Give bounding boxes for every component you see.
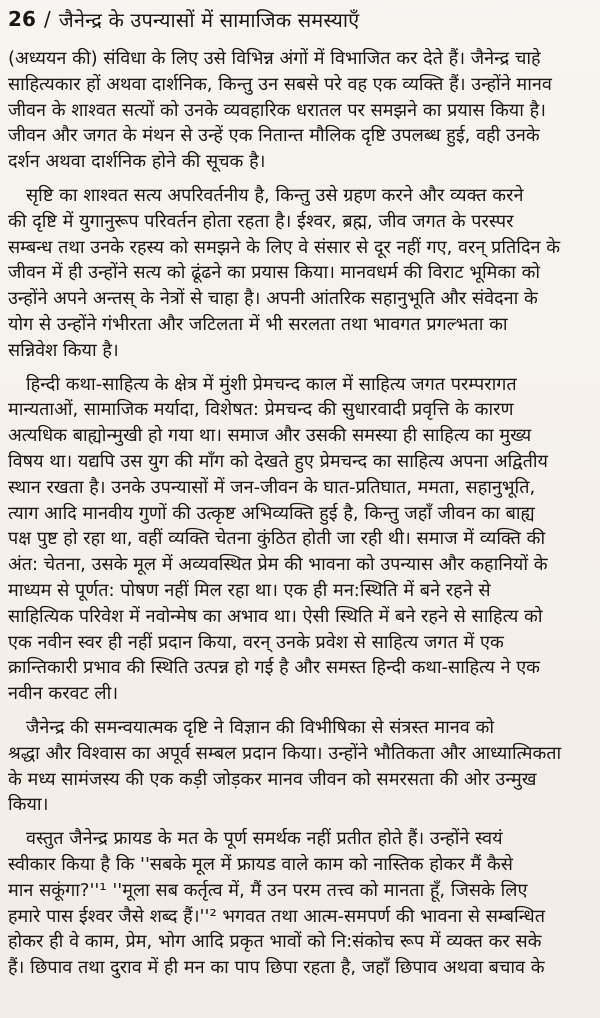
text-line: (अध्ययन की) संविधा के लिए उसे विभिन्न अंगों में विभाजित कर देते हैं। जैनेन्द्र चाहे	[8, 48, 541, 69]
page-number: 26	[8, 7, 37, 31]
text-line: मान सकूंगा?''¹ ''मूला सब कर्तृत्व में, मैं उन परम तत्त्व को मानता हूँ, जिसके लिए	[8, 879, 528, 901]
text-line: क्रान्तिकारी प्रभाव की स्थिति उत्पन्न हो गई है और समस्त हिन्दी कथा-साहित्य ने एक	[8, 657, 540, 679]
text-line: सन्निवेश किया है।	[8, 339, 119, 361]
text-line: स्वीकार किया है कि ''सबके मूल में फ्रायड वाले काम को नास्तिक होकर मैं कैसे	[8, 853, 513, 875]
text-line: साहित्यिक परिवेश में नवोन्मेष का अभाव था। ऐसी स्थिति में बने रहने से साहित्य को	[8, 605, 543, 627]
text-line: जीवन के शाश्वत सत्यों को उनके व्यवहारिक धरातल पर समझने का प्रयास किया है।	[8, 99, 547, 121]
text-line: स्थान रखता है। उनके उपन्यासों में जन-जीवन के घात-प्रतिघात, ममता, सहानुभूति,	[8, 476, 536, 498]
paragraph-2	[8, 183, 594, 364]
header-separator: /	[44, 7, 51, 31]
text-line: जीवन और जगत के मंथन से उन्हें एक नितान्त मौलिक दृष्टि उपलब्ध हुई, वही उनके	[8, 125, 540, 147]
text-line: श्रद्धा और विश्वास का अपूर्व सम्बल प्रदान किया। उन्होंने भौतिकता और आध्यात्मिकता	[8, 742, 562, 764]
text-line: के मध्य सामंजस्य की एक कड़ी जोड़कर मानव जीवन को समरसता की ओर उन्मुख	[8, 768, 537, 790]
text-line: अत्यधिक बाह्योन्मुखी हो गया था। समाज और उसकी समस्या ही साहित्य का मुख्य	[8, 425, 532, 447]
text-line: जैनेन्द्र की समन्वयात्मक दृष्टि ने विज्ञान की विभीषिका से संत्रस्त मानव को	[26, 716, 495, 738]
text-line: दर्शन अथवा दार्शनिक होने की सूचक है।	[8, 151, 266, 173]
text-line: सृष्टि का शाश्वत सत्य अपरिवर्तनीय है, किन्तु उसे ग्रहण करने और व्यक्त करने	[26, 184, 524, 206]
text-line: हिन्दी कथा-साहित्य के क्षेत्र में मुंशी प्रेमचन्द काल में साहित्य जगत परम्परागत	[26, 373, 517, 395]
text-line: जीवन में ही उन्होंने सत्य को ढूंढने का प्रयास किया। मानवधर्म की विराट भूमिका को	[8, 262, 541, 284]
text-line: मान्यताओं, सामाजिक मर्यादा, विशेषत: प्रेमचन्द की सुधारवादी प्रवृत्ति के कारण	[8, 399, 514, 421]
text-line: विषय था। यद्यपि उस युग की माँग को देखते हुए प्रेमचन्द का साहित्य अपना अद्वितीय	[8, 450, 548, 472]
text-line: नवीन करवट ली।	[8, 683, 119, 705]
text-line: उन्होंने अपने अन्तस् के नेत्रों से चाहा है। अपनी आंतरिक सहानुभूति और संवेदना के	[8, 288, 538, 310]
paragraph-3	[8, 372, 594, 707]
text-line: वस्तुत जैनेन्द्र फ्रायड के मत के पूर्ण समर्थक नहीं प्रतीत होते हैं। उन्होंने स्वयं	[26, 828, 503, 850]
text-line: होकर ही वे काम, प्रेम, भोग आदि प्रकृत भावों को नि:संकोच रूप में व्यक्त कर सके	[8, 931, 542, 953]
text-line: हमारे पास ईश्वर जैसे शब्द हैं।''² भगवत तथा आत्म-समपर्ण की भावना से सम्बन्धित	[8, 905, 545, 927]
text-line: एक नवीन स्वर ही नहीं प्रदान किया, वरन् उनके प्रवेश से साहित्य जगत में एक	[8, 631, 504, 653]
paragraph-4	[8, 715, 594, 818]
text-line: सम्बन्ध तथा उनके रहस्य को समझने के लिए वे संसार से दूर नहीं गए, वरन् प्रतिदिन के	[8, 236, 561, 258]
paragraph-1	[8, 46, 594, 175]
text-line: हैं। छिपाव तथा दुराव में ही मन का पाप छिपा रहता है, जहाँ छिपाव अथवा बचाव के	[8, 957, 545, 979]
page-title: जैनेन्द्र के उपन्यासों में सामाजिक समस्याएँ	[58, 7, 360, 32]
text-line: अंत: चेतना, उसके मूल में अव्यवस्थित प्रेम की भावना को उपन्यास और कहानियों के	[8, 554, 548, 576]
text-line: पक्ष पुष्ट हो रहा था, वहीं व्यक्ति चेतना कुंठित होती जा रही थी। समाज में व्यक्ति की	[8, 528, 546, 550]
text-line: की दृष्टि में युगानुरूप परिवर्तन होता रहता है। ईश्वर, ब्रह्म, जीव जगत के परस्पर	[8, 210, 514, 232]
text-line: योग से उन्होंने गंभीरता और जटिलता में भी सरलता तथा भावगत प्रगल्भता का	[8, 313, 508, 335]
page-header	[8, 2, 594, 36]
text-line: माध्यम से पूर्णत: पोषण नहीं मिल रहा था। एक ही मन:स्थिति में बने रहने से	[8, 579, 491, 601]
paragraph-5	[8, 826, 594, 981]
page-body	[8, 46, 594, 981]
text-line: किया।	[8, 794, 49, 816]
text-line: त्याग आदि मानवीय गुणों की उत्कृष्ट अभिव्यक्ति हुई है, किन्तु जहाँ जीवन का बाह्य	[8, 502, 535, 524]
text-line: साहित्यकार हों अथवा दार्शनिक, किन्तु उन सबसे परे वह एक व्यक्ति हैं। उन्होंने मानव	[8, 73, 552, 95]
